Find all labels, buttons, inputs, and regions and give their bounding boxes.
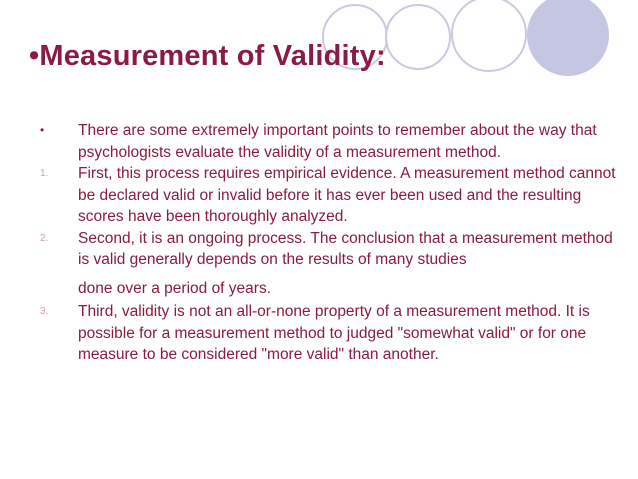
slide-title: •Measurement of Validity: xyxy=(29,40,386,72)
list-item-text-main: Second, it is an ongoing process. The conclusion that a measurement method is valid generally depends on the results of many studies xyxy=(78,229,613,268)
list-item-text: First, this process requires empirical evidence. A measurement method cannot be declared valid or invalid before it has ever been used and the resulting scores have been thoroughly analyzed. xyxy=(78,165,616,225)
list-item xyxy=(0,228,638,300)
number-marker: 2. xyxy=(40,232,49,244)
point-list xyxy=(0,120,638,366)
list-item-text-continuation: done over a period of years. xyxy=(78,279,272,297)
decorative-circle-filled xyxy=(527,0,609,76)
list-item-text xyxy=(78,228,618,300)
number-marker: 3. xyxy=(40,306,49,317)
list-item xyxy=(0,301,638,366)
list-item xyxy=(0,120,638,163)
decorative-circle xyxy=(451,0,527,72)
number-marker: 1. xyxy=(40,168,49,179)
list-item-text: There are some extremely important points to remember about the way that psychologists evaluate the validity of a measurement method. xyxy=(78,122,597,161)
decorative-circle xyxy=(385,4,451,70)
bullet-marker: • xyxy=(40,123,45,137)
list-item-text: Third, validity is not an all-or-none property of a measurement method. It is possible for a measurement method to judged "somewhat valid" or for one measure to be considered "more valid" than another. xyxy=(78,303,590,363)
list-item xyxy=(0,163,638,228)
